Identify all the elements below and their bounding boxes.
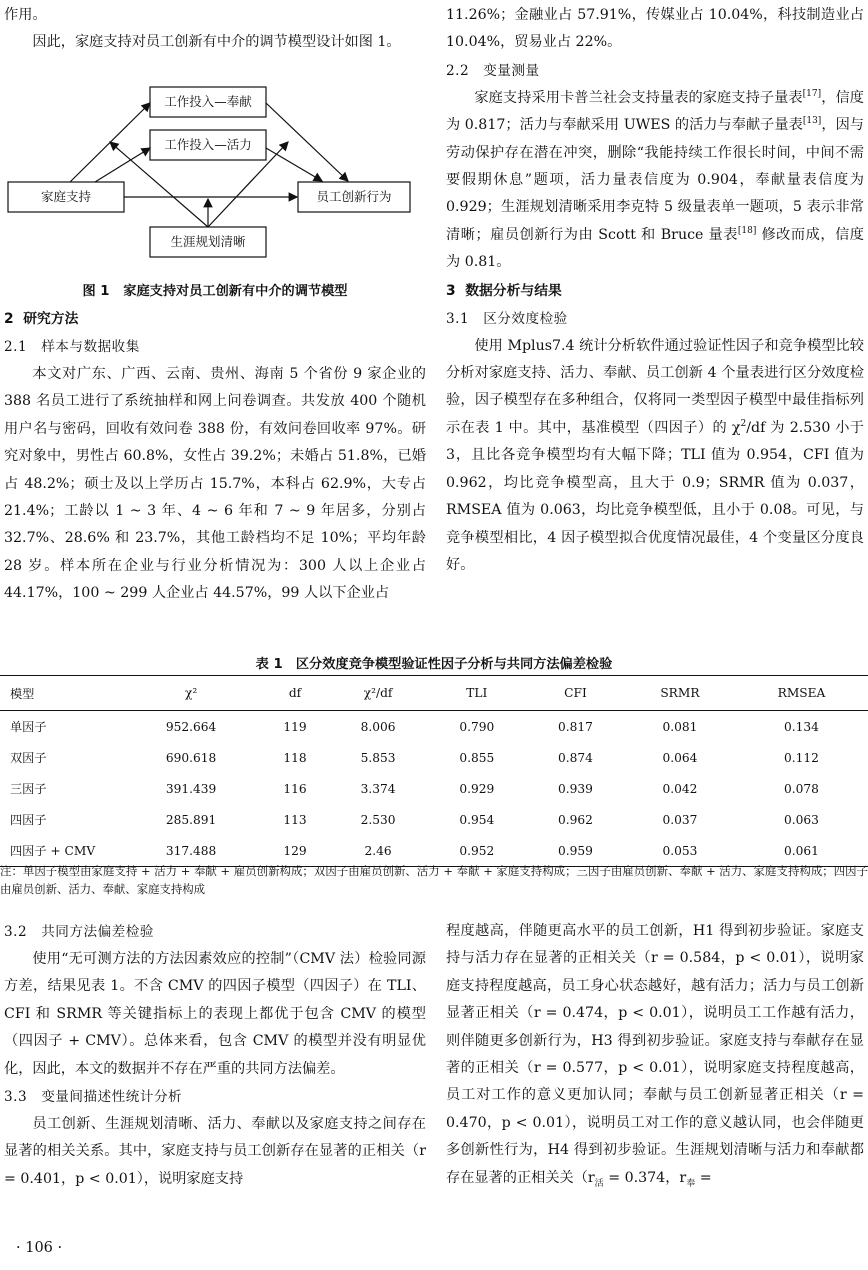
subsection-3-2-heading: 3.2 共同方法偏差检验: [4, 924, 154, 940]
table-header-cell: 模型: [0, 676, 121, 711]
paragraph-discriminant-validity: 使用 Mplus7.4 统计分析软件通过验证性因子和竞争模型比较分析对家庭支持、活力、奉献、员工创新 4 个量表进行区分效度检验，因子模型存在多种组合，仅将同一类型因子模型中最佳指标列示在表 1 中。其中，基准模型（四因子）的 $\chi^2/df$ 为 2.530 小于 3，且比各竞争模型均有大幅下降；TLI 值为 0.954，CFI 值为 0.962，均比竞争模型高，且大于 0.9；SRMR 值为 0.037，RMSEA 值为 0.063，均比竞争模型低，且小于 0.08。可见，与竞争模型相比，4 因子模型拟合优度情况最佳，4 个变量区分度良好。: [446, 337, 864, 573]
subsection-3-1-heading: 3.1 区分效度检验: [446, 310, 568, 327]
table-row: 三因子 391.439 116 3.374 0.929 0.939 0.042 0.078: [10, 781, 819, 796]
arrow-dedication-innovation: [266, 103, 348, 181]
citation-13: [13]: [802, 116, 822, 127]
page-number: · 106 ·: [16, 1240, 63, 1256]
section-2-heading: 2 研究方法: [4, 311, 79, 327]
subsection-2-1-heading: 2.1 样本与数据收集: [4, 339, 140, 355]
table-header-cell: df: [261, 676, 329, 711]
figure-caption: [0, 280, 430, 299]
table-header-cell: χ²/df: [329, 676, 428, 711]
results-table: [0, 675, 868, 867]
subsection-2-2-heading: 2.2 变量测量: [446, 62, 540, 79]
right-column-top: [446, 2, 864, 579]
label-career-clarity: 生涯规划清晰: [170, 234, 246, 249]
paragraph-measures: 家庭支持采用卡普兰社会支持量表的家庭支持子量表[17]，信度为 0.817；活力与奉献采用 UWES 的活力与奉献子量表[13]，因与劳动保护存在潜在冲突，删除“我能持续工作很长时间，中间不需要假期休息”题项，活力量表信度为 0.904，奉献量表信度为 0.929；生涯规划清晰采用李克特 5 级量表单一题项，5 表示非常清晰；雇员创新行为由 Scott 和 Bruce 量表[18] 修改而成，信度为 0.81。: [446, 88, 864, 271]
label-innovation: 员工创新行为: [316, 189, 392, 204]
table-header-row: [0, 676, 868, 711]
table-row: 四因子 + CMV 317.488 129 2.46 0.952 0.959 0.053 0.061: [0, 835, 868, 867]
paragraph-sample: 本文对广东、广西、云南、贵州、海南 5 个省份 9 家企业的 388 名员工进行了系统抽样和网上问卷调查。共发放 400 个随机用户名与密码，回收有效问卷 388 份，有效问卷回收率 97%。研究对象中，男性占 60.8%，女性占 39.2%；未婚占 51.8%，已婚占 48.2%；硕士及以上学历占 15.7%，本科占 62.9%，大专占 21.4%；工龄以 1 ~ 3 年、4 ~ 6 年和 7 ~ 9 年居多，分别占 32.7%、28.6% 和 23.7%，其他工龄档均不足 10%；平均年龄 28 岁。样本所在企业与行业分析情况为：300 人以上企业占 44.17%，100 ~ 299 人企业占 44.57%，99 人以下企业占: [4, 366, 426, 602]
arrow-career-mod-dedication: [110, 142, 208, 227]
section-3-heading: 3 数据分析与结果: [446, 282, 562, 299]
table-header-cell: χ²: [121, 676, 261, 711]
paragraph-fragment: 作用。: [4, 7, 47, 23]
label-family-support: 家庭支持: [40, 189, 92, 204]
paragraph-correlations: 程度越高，伴随更高水平的员工创新，H1 得到初步验证。家庭支持与活力存在显著的正相关关（r = 0.584，p < 0.01），说明家庭支持程度越高，员工身心状态越好，越有活力；活力与员工创新显著正相关（r = 0.474，p < 0.01），说明员工工作越有活力，则伴随更多创新行为，H3 得到初步验证。家庭支持与奉献存在显著的正相关（r = 0.577，p < 0.01），说明家庭支持程度越高，员工对工作的意义更加认同；奉献与员工创新显著正相关（r = 0.470，p < 0.01），说明员工对工作的意义越认同，也会伴随更多创新性行为，H4 得到初步验证。生涯规划清晰与活力和奉献都存在显著的正相关关（$r_活 = 0.374$，$r_奉$ =: [446, 923, 864, 1189]
table-note: 注：单因子模型由家庭支持 + 活力 + 奉献 + 雇员创新构成；双因子由雇员创新、活力 + 奉献 + 家庭支持构成；三因子由雇员创新、奉献 + 活力、家庭支持构成；四因子由雇员创新、活力、奉献、家庭支持构成: [0, 864, 868, 896]
citation-18: [18]: [737, 225, 757, 236]
table-header-cell: SRMR: [625, 676, 735, 711]
paragraph-figure-intro: 因此，家庭支持对员工创新有中介的调节模型设计如图 1。: [32, 34, 401, 51]
right-column-lower: [446, 918, 864, 1198]
figure-title: 家庭支持对员工创新有中介的调节模型: [123, 284, 348, 299]
left-column-lower: [4, 918, 426, 1193]
table-row: 双因子 690.618 118 5.853 0.855 0.874 0.064 0.112: [10, 750, 819, 765]
subsection-3-3-heading: 3.3 变量间描述性统计分析: [4, 1089, 183, 1106]
figure-label: 图 1: [82, 284, 110, 299]
paragraph-descriptive: 员工创新、生涯规划清晰、活力、奉献以及家庭支持之间存在显著的相关关系。其中，家庭支持与员工创新存在显著的正相关（r = 0.401，p < 0.01），说明家庭支持: [4, 1116, 426, 1187]
table-header-cell: RMSEA: [735, 676, 868, 711]
arrow-career-mod-vigor: [208, 142, 288, 227]
citation-17: [17]: [802, 88, 822, 99]
arrow-vigor-innovation: [266, 148, 322, 181]
paragraph-sample-cont: 11.26%；金融业占 57.91%，传媒业占 10.04%，科技制造业占 10.04%，贸易业占 22%。: [446, 7, 864, 51]
table-row: 四因子 285.891 113 2.530 0.954 0.962 0.037 0.063: [10, 812, 819, 827]
left-column-section2: [4, 305, 426, 608]
table-title: 表 1 区分效度竞争模型验证性因子分析与共同方法偏差检验: [255, 657, 613, 672]
table-header-cell: CFI: [526, 676, 625, 711]
paragraph-common-method: 使用“无可测方法的方法因素效应的控制”（CMV 法）检验同源方差，结果见表 1。不含 CMV 的四因子模型（四因子）在 TLI、CFI 和 SRMR 等关键指标上的表现上都优于包含 CMV 的模型（四因子 + CMV）。总体来看，包含 CMV 的模型并没有明显优化，因此，本文的数据并不存在严重的共同方法偏差。: [4, 951, 426, 1077]
label-vigor: 工作投入—活力: [164, 137, 252, 152]
label-dedication: 工作投入—奉献: [164, 94, 252, 109]
table-row: 单因子 952.664 119 8.006 0.790 0.817 0.081 0.134: [10, 719, 819, 734]
table-header-cell: TLI: [427, 676, 526, 711]
model-diagram: [0, 0, 430, 275]
